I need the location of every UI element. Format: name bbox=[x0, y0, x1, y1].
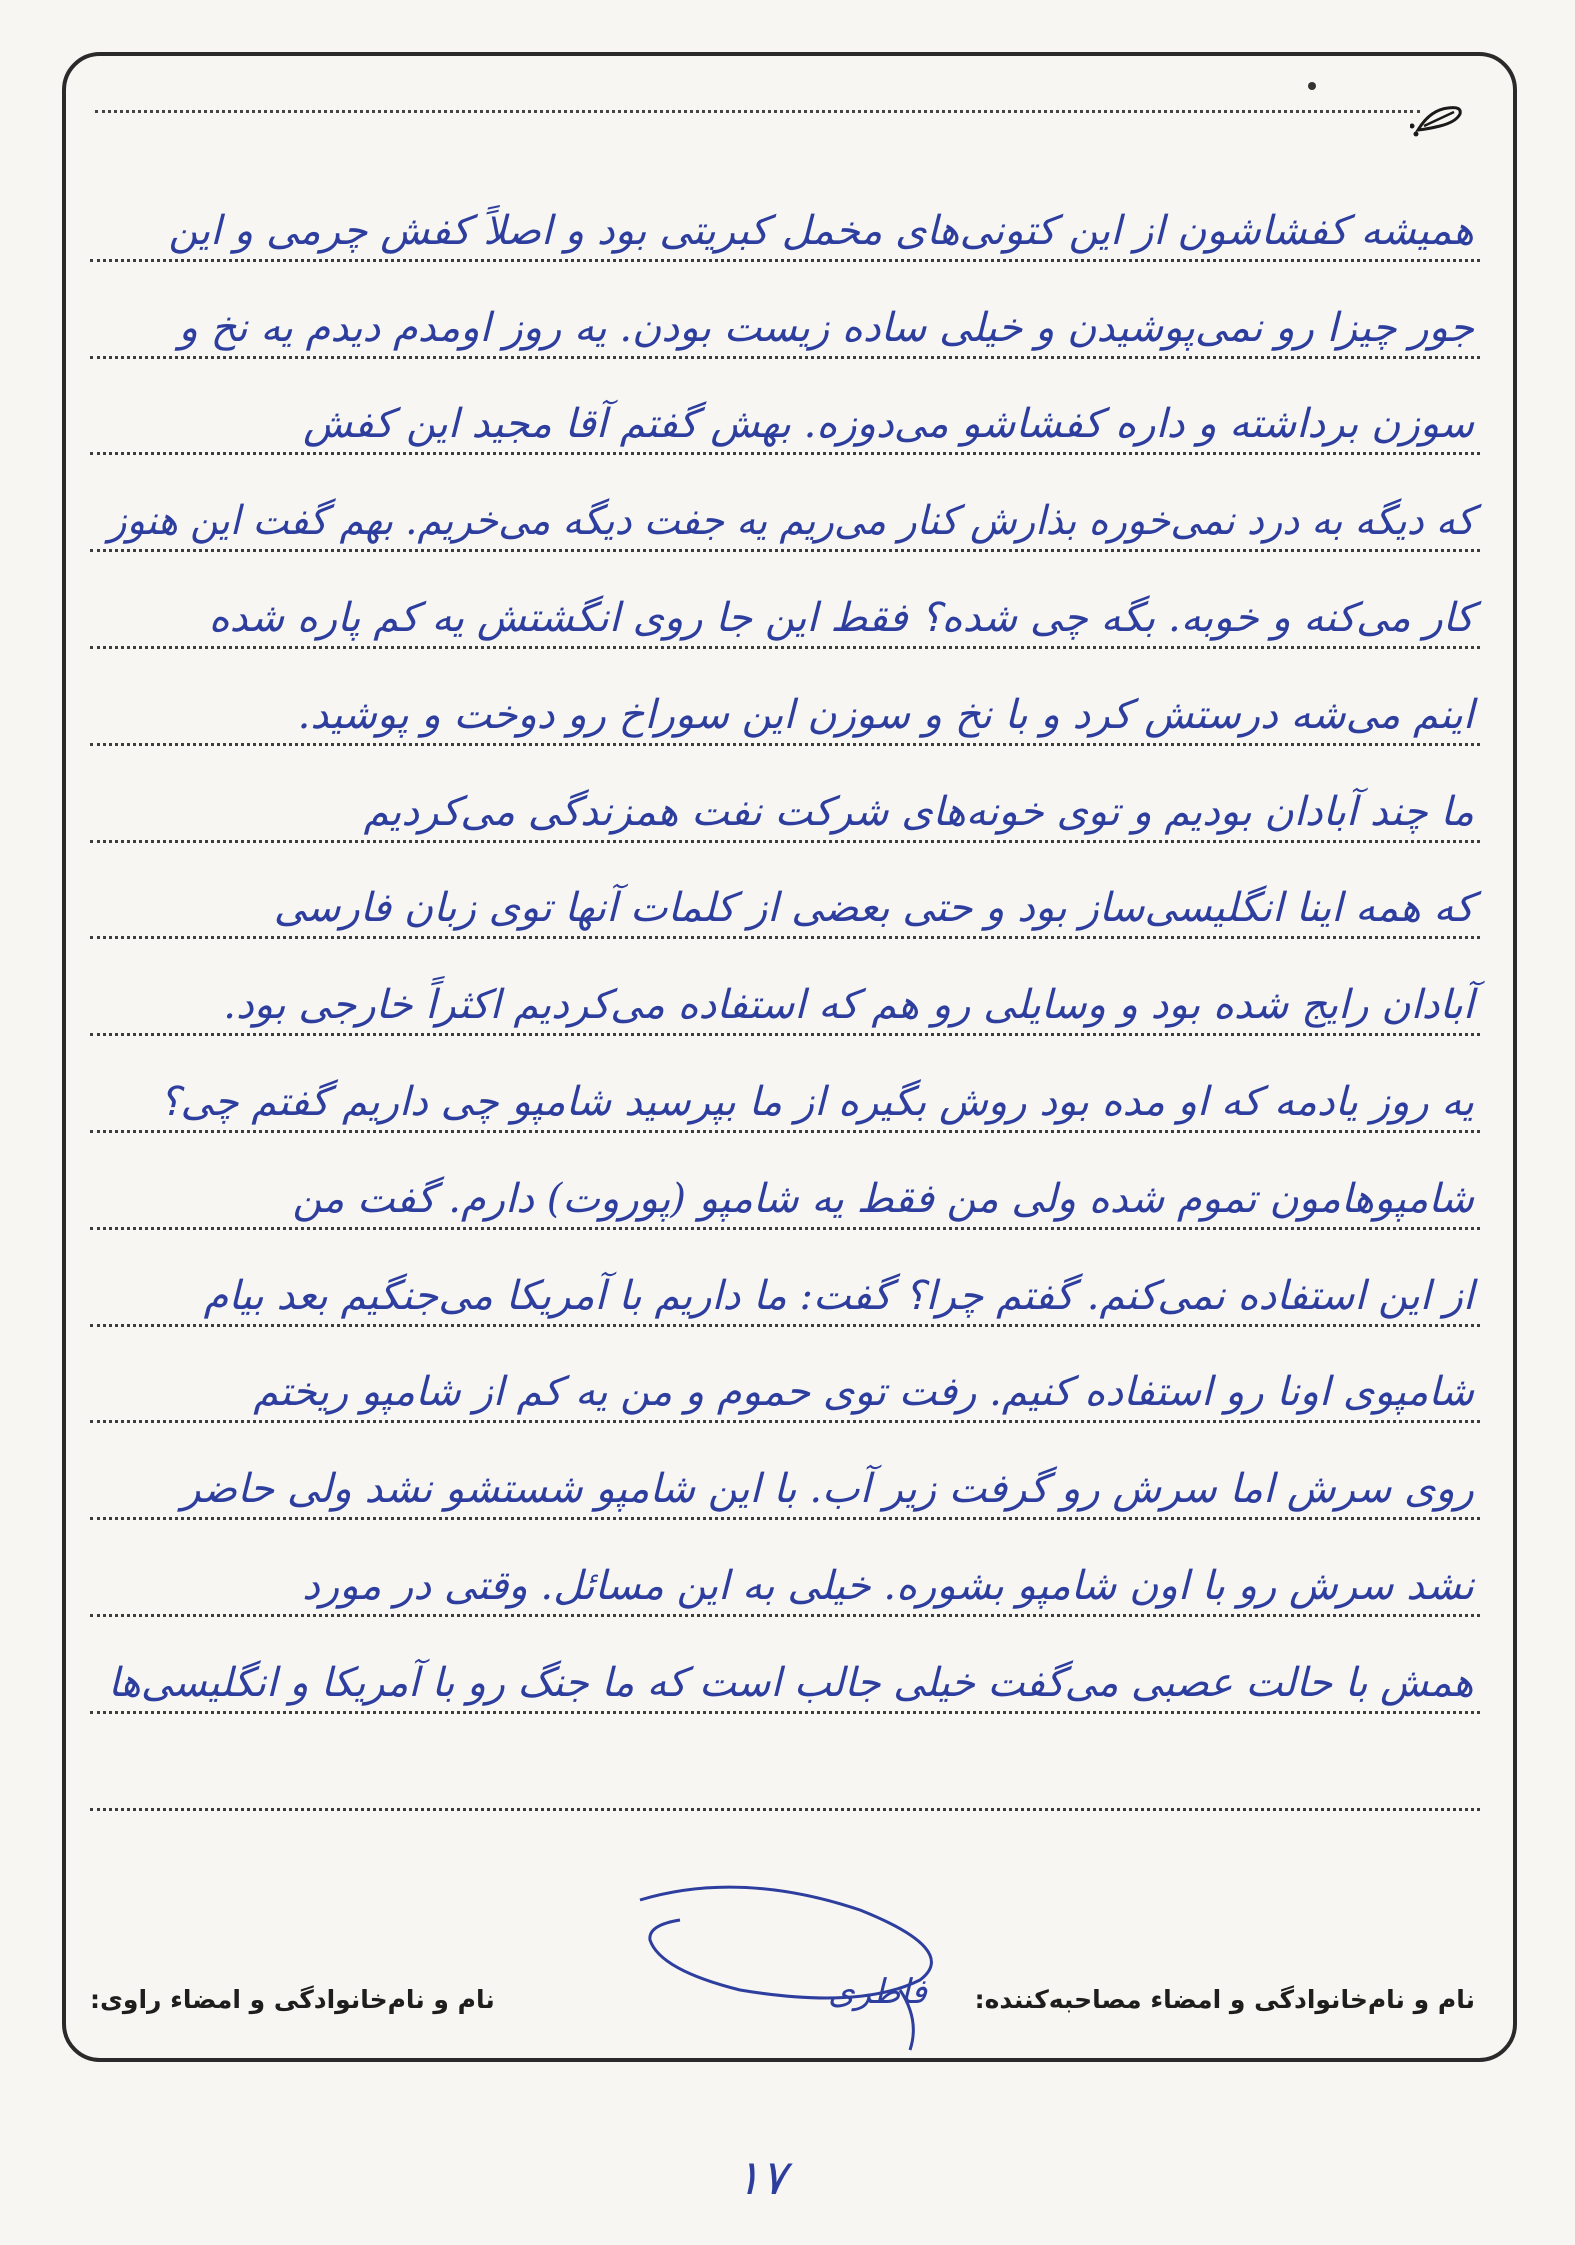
line-text-15: نشد سرش رو با اون شامپو بشوره. خیلی به این مسائل. وقتی در مورد bbox=[302, 1562, 1474, 1609]
line-text-8: که همه اینا انگلیسی‌ساز بود و حتی بعضی از کلمات آنها توی زبان فارسی bbox=[273, 885, 1474, 932]
line-text-1: همیشه کفشاشون از این کتونی‌های مخمل کبریتی بود و اصلاً کفش چرمی و این bbox=[168, 207, 1474, 254]
text-line-8 bbox=[90, 843, 1480, 940]
line-text-11: شامپوهامون تموم شده ولی من فقط یه شامپو (پوروت) دارم. گفت من bbox=[292, 1175, 1474, 1222]
interviewer-handwritten-name: فاطری bbox=[828, 1972, 928, 2012]
text-line-16 bbox=[90, 1617, 1480, 1714]
line-text-12: از این استفاده نمی‌کنم. گفتم چرا؟ گفت: ما داریم با آمریکا می‌جنگیم بعد بیام bbox=[203, 1272, 1474, 1319]
text-line-9 bbox=[90, 939, 1480, 1036]
header-dotted-line bbox=[95, 110, 1420, 113]
line-text-7: ما چند آبادان بودیم و توی خونه‌های شرکت نفت همزندگی می‌کردیم bbox=[363, 788, 1474, 835]
line-text-5: کار می‌کنه و خوبه. بگه چی شده؟ فقط این جا روی انگشتش یه کم پاره شده bbox=[208, 594, 1474, 641]
text-line-12 bbox=[90, 1230, 1480, 1327]
text-line-7 bbox=[90, 746, 1480, 843]
text-line-2 bbox=[90, 262, 1480, 359]
text-line-10 bbox=[90, 1036, 1480, 1133]
text-line-17 bbox=[90, 1714, 1480, 1811]
line-text-10: یه روز یادمه که او مده بود روش بگیره از ما بپرسید شامپو چی داریم گفتم چی؟ bbox=[159, 1078, 1474, 1125]
line-text-2: جور چیزا رو نمی‌پوشیدن و خیلی ساده زیست بودن. یه روز اومدم دیدم یه نخ و bbox=[178, 304, 1474, 351]
line-text-9: آبادان رایج شده بود و وسایلی رو هم که استفاده می‌کردیم اکثراً خارجی بود. bbox=[223, 982, 1474, 1029]
line-text-3: سوزن برداشته و داره کفشاشو می‌دوزه. بهش گفتم آقا مجید این کفش bbox=[303, 401, 1474, 448]
text-line-14 bbox=[90, 1423, 1480, 1520]
interviewer-signature-label: نام و نام‌خانوادگی و امضاء مصاحبه‌کننده: bbox=[974, 1985, 1475, 2014]
text-line-13 bbox=[90, 1327, 1480, 1424]
text-line-4 bbox=[90, 455, 1480, 552]
line-text-17 bbox=[1468, 1800, 1480, 1808]
text-line-11 bbox=[90, 1133, 1480, 1230]
text-line-6 bbox=[90, 649, 1480, 746]
narrator-signature-label: نام و نام‌خانوادگی و امضاء راوی: bbox=[90, 1985, 495, 2014]
text-line-5 bbox=[90, 552, 1480, 649]
text-line-15 bbox=[90, 1520, 1480, 1617]
line-text-13: شامپوی اونا رو استفاده کنیم. رفت توی حموم و من یه کم از شامپو ریختم bbox=[253, 1369, 1474, 1416]
line-text-16: همش با حالت عصبی می‌گفت خیلی جالب است که ما جنگ رو با آمریکا و انگلیسی‌ها bbox=[108, 1659, 1475, 1706]
line-text-14: روی سرش اما سرش رو گرفت زیر آب. با این شامپو شستشو نشد ولی حاضر bbox=[181, 1466, 1474, 1513]
page-number: ۱۷ bbox=[735, 2150, 787, 2206]
text-line-1 bbox=[90, 165, 1480, 262]
text-line-3 bbox=[90, 359, 1480, 456]
line-text-4: که دیگه به درد نمی‌خوره بذارش کنار می‌ریم یه جفت دیگه می‌خریم. بهم گفت این هنوز bbox=[107, 498, 1475, 545]
handwritten-lines bbox=[90, 165, 1480, 1811]
line-text-6: اینم می‌شه درستش کرد و با نخ و سوزن این سوراخ رو دوخت و پوشید. bbox=[297, 691, 1474, 738]
pen-writing-icon bbox=[1410, 100, 1470, 140]
signature-footer bbox=[90, 1985, 1485, 2014]
header-ink-dot bbox=[1308, 82, 1316, 90]
signature-scribble bbox=[620, 1870, 1000, 2060]
